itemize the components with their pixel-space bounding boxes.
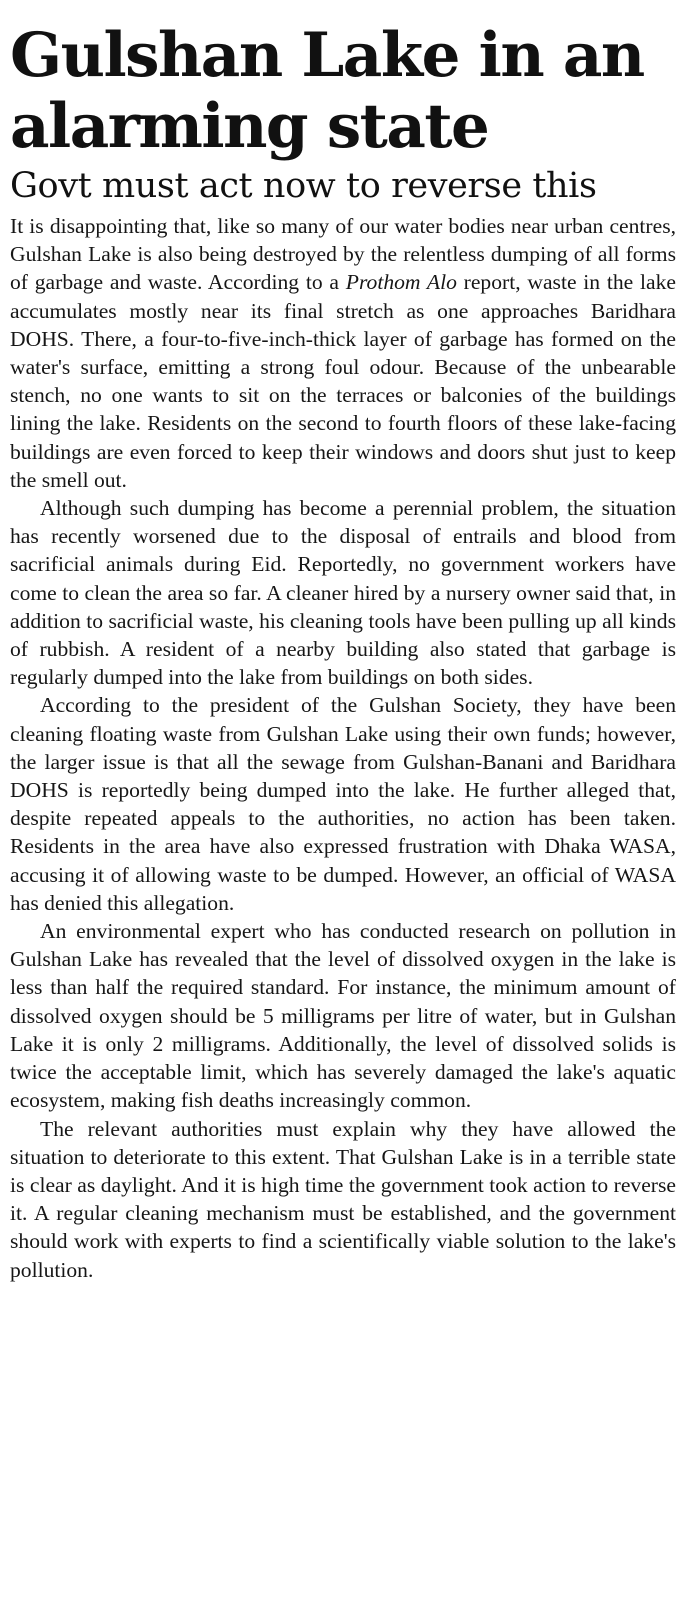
paragraph-5: The relevant authorities must explain why they have allowed the situation to deteriorate to this extent. That Gulshan Lake is in a terrible state is clear as daylight. And it is high time the government took action to reverse it. A regular cleaning mechanism must be established, and the government should work with experts to find a scientifically viable solution to the lake's pollution. xyxy=(10,1116,676,1282)
editorial-article xyxy=(10,20,676,1284)
paragraph-4: An environmental expert who has conducted research on pollution in Gulshan Lake has revealed that the level of dissolved oxygen in the lake is less than half the required standard. For instance, the minimum amount of dissolved oxygen should be 5 milligrams per litre of water, but in Gulshan Lake it is only 2 milligrams. Additionally, the level of dissolved solids is twice the acceptable limit, which has severely damaged the lake's aquatic ecosystem, making fish deaths increasingly common. xyxy=(10,919,676,1113)
paragraph-3: According to the president of the Gulshan Society, they have been cleaning floating waste from Gulshan Lake using their own funds; however, the larger issue is that all the sewage from Gulshan-Banani and Baridhara DOHS is reportedly being dumped into the lake. He further alleged that, despite repeated appeals to the authorities, no action has been taken. Residents in the area have also expressed frustration with Dhaka WASA, accusing it of allowing waste to be dumped. However, an official of WASA has denied this allegation. xyxy=(10,693,676,915)
paragraph-1 xyxy=(10,212,676,494)
headline: Gulshan Lake in an alarming state xyxy=(10,20,644,162)
paragraph-1-text-start: It is disappointing that, like so many of our water bodies near urban centres, Gulshan Lake is also being destroyed by the relentless dumping of all forms of garbage and waste. According to a xyxy=(10,214,676,295)
paragraph-2: Although such dumping has become a perennial problem, the situation has recently worsened due to the disposal of entrails and blood from sacrificial animals during Eid. Reportedly, no government workers have come to clean the area so far. A cleaner hired by a nursery owner said that, in addition to sacrificial waste, his cleaning tools have been pulling up all kinds of rubbish. A resident of a nearby building also stated that garbage is regularly dumped into the lake from buildings on both sides. xyxy=(10,496,676,690)
article-body xyxy=(10,212,676,1284)
paragraph-1-text-end: report, waste in the lake accumulates mostly near its final stretch as one approaches Baridhara DOHS. There, a four-to-five-inch-thick layer of garbage has formed on the water's surface, emitting a strong foul odour. Because of the unbearable stench, no one wants to sit on the terraces or balconies of the buildings lining the lake. Residents on the second to fourth floors of these lake-facing buildings are even forced to keep their windows and doors shut just to keep the smell out. xyxy=(10,270,676,492)
subheadline: Govt must act now to reverse this xyxy=(10,166,597,206)
newspaper-name: Prothom Alo xyxy=(345,270,457,295)
